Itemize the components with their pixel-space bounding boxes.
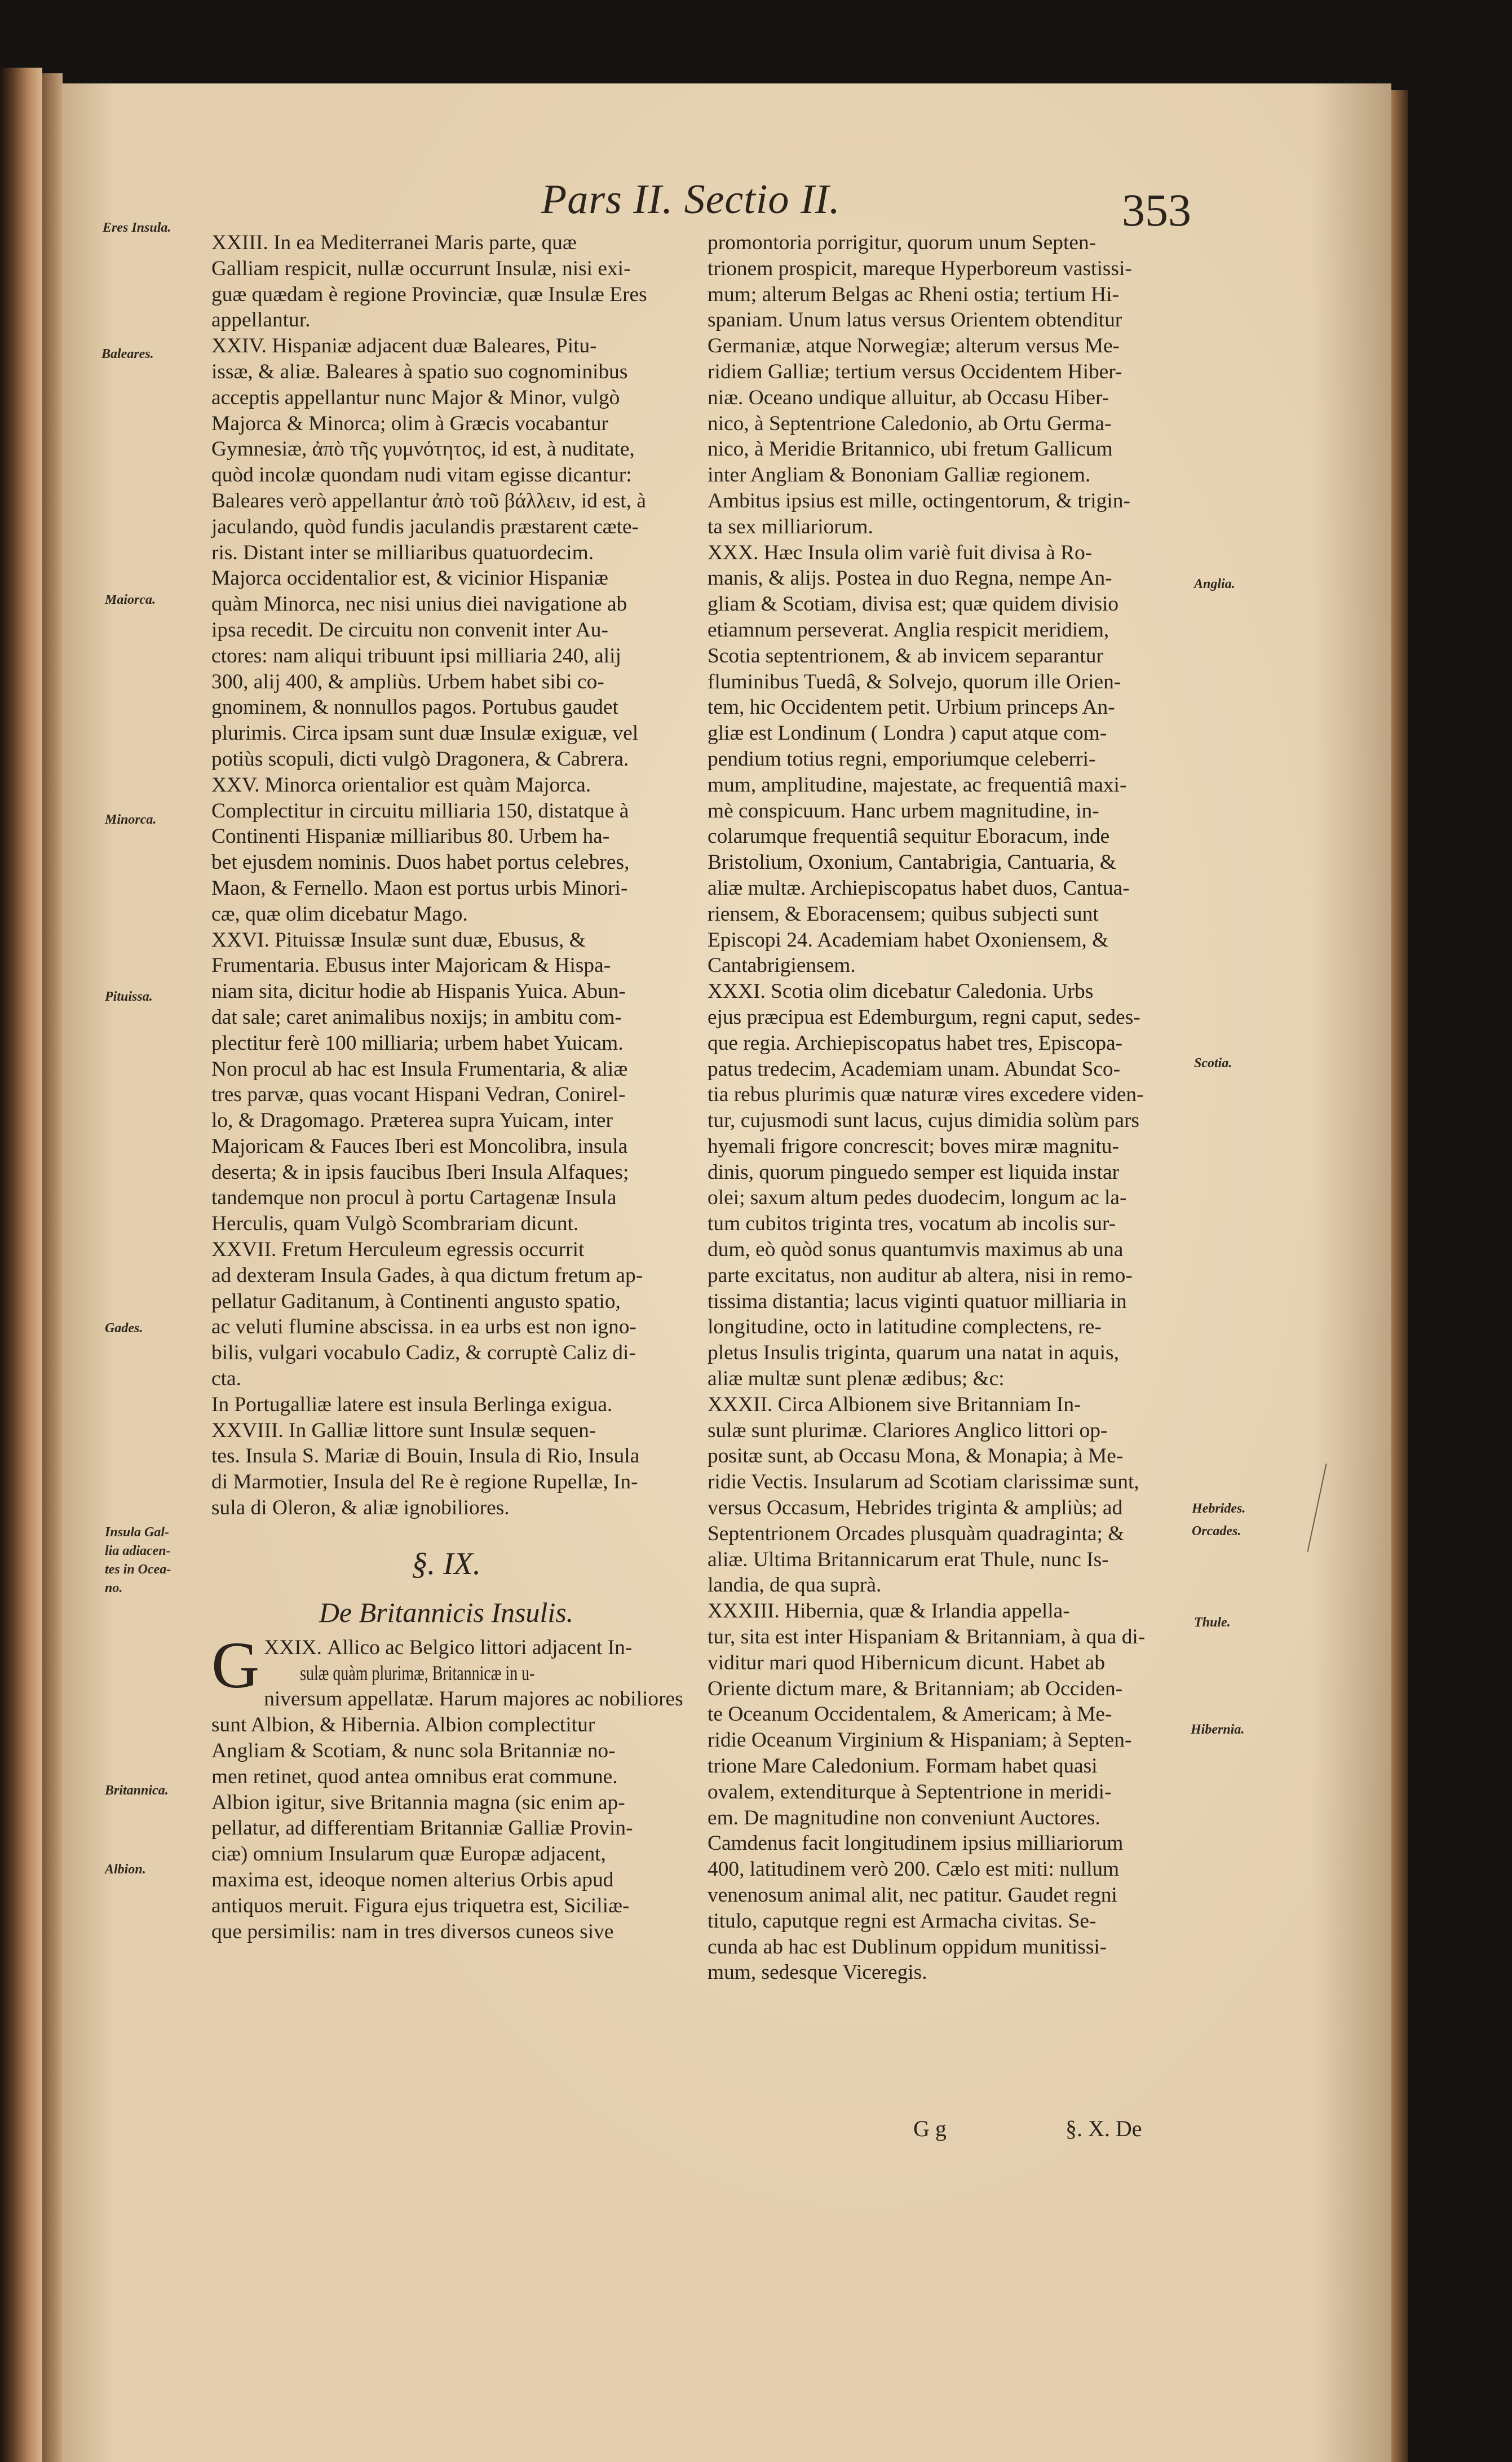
text-line: bet ejusdem nominis. Duos habet portus celebres, (211, 851, 630, 874)
text-line: que persimilis: nam in tres diversos cuneos sive (211, 1920, 614, 1943)
text-line: tissima distantia; lacus viginti quatuor milliaria in (708, 1289, 1127, 1313)
text-line: mum, amplitudine, majestate, ac frequentiâ maxi- (708, 773, 1127, 797)
text-line: promontoria porrigitur, quorum unum Septen- (708, 231, 1097, 254)
text-line: gnominem, & nonnullos pagos. Portubus gaudet (211, 696, 618, 719)
text-line: ovalem, extenditurque à Septentrione in meridi- (708, 1780, 1112, 1804)
paragraph-number: XXIX. (264, 1636, 322, 1659)
text-line: deserta; & in ipsis faucibus Iberi Insula Alfaques; (211, 1160, 629, 1184)
text-line: Galliam respicit, nullæ occurrunt Insulæ, nisi exi- (211, 257, 631, 280)
margin-note-gades: Gades. (105, 1321, 143, 1336)
text-line: Bristolium, Oxonium, Cantabrigia, Cantuaria, & (708, 851, 1116, 874)
text-line: longitudine, octo in latitudine complectens, re- (708, 1315, 1102, 1339)
text-line: Majoricam & Fauces Iberi est Moncolibra, insula (211, 1134, 628, 1158)
text-line: Albion igitur, sive Britannia magna (sic enim ap- (211, 1791, 625, 1814)
text-line: niversum appellatæ. Harum majores ac nobiliores (264, 1687, 683, 1711)
drop-cap: G (211, 1628, 260, 1702)
margin-note-britannica: Britannica. (105, 1783, 169, 1798)
text-line: bilis, vulgari vocabulo Cadiz, & corruptè Caliz di- (211, 1341, 636, 1365)
text-line: nico, à Septentrione Caledonio, ab Ortu Germa- (708, 412, 1112, 435)
left-column-lines (211, 230, 681, 1521)
margin-note-scotia: Scotia. (1194, 1056, 1232, 1071)
text-line: tia rebus plurimis quæ naturæ vires excedere viden- (708, 1083, 1144, 1107)
text-line: manis, & alijs. Postea in duo Regna, nempe An- (708, 567, 1112, 590)
text-line: pletus Insulis triginta, quarum una natat in aquis, (708, 1341, 1120, 1365)
text-line: parte excitatus, non auditur ab altera, nisi in remo- (708, 1263, 1133, 1287)
text-line: niam sita, dicitur hodie ab Hispanis Yuica. Abun- (211, 980, 626, 1004)
text-line: Complectitur in circuitu milliaria 150, distatque à (211, 799, 629, 823)
text-line: Maon, & Fernello. Maon est portus urbis Minori- (211, 876, 628, 900)
text-line: Gymnesiæ, ἀπὸ τῆς γυμνότητος, id est, à nuditate, (211, 437, 635, 461)
text-line: acceptis appellantur nunc Major & Minor, vulgò (211, 386, 620, 409)
text-line: viditur mari quod Hibernicum dicunt. Habet ab (708, 1651, 1106, 1674)
text-line: mè conspicuum. Hanc urbem magnitudine, in- (708, 799, 1099, 823)
right-text-column (708, 230, 1178, 1986)
text-line: cæ, quæ olim dicebatur Mago. (211, 902, 468, 926)
text-line: XXIV. Hispaniæ adjacent duæ Baleares, Pitu- (211, 334, 597, 358)
text-line: In Portugalliæ latere est insula Berlinga exigua. (211, 1393, 613, 1416)
text-line: ad dexteram Insula Gades, à qua dictum fretum ap- (211, 1263, 643, 1287)
margin-note-hebrides: Hebrides. (1192, 1501, 1246, 1516)
text-line: Ambitus ipsius est mille, octingentorum, & trigin- (708, 489, 1130, 512)
text-line: colarumque frequentiâ sequitur Eboracum, inde (708, 825, 1110, 848)
margin-note-baleares: Baleares. (101, 347, 154, 361)
text-line: nico, à Meridie Britannico, ubi fretum Gallicum (708, 437, 1113, 461)
margin-note-anglia: Anglia. (1194, 577, 1235, 591)
text-line: 300, alij 400, & ampliùs. Urbem habet sibi co- (211, 670, 604, 693)
text-line: XXVI. Pituissæ Insulæ sunt duæ, Ebusus, & (211, 928, 586, 952)
text-line: spaniam. Unum latus versus Orientem obtenditur (708, 308, 1122, 332)
text-line: 400, latitudinem verò 200. Cælo est miti: nullum (708, 1858, 1120, 1881)
text-line: aliæ multæ. Archiepiscopatus habet duos, Cantua- (708, 876, 1130, 900)
margin-note-albion: Albion. (105, 1862, 146, 1877)
text-line: gliam & Scotiam, divisa est; quæ quidem divisio (708, 593, 1119, 616)
text-line: tandemque non procul à portu Cartagenæ Insula (211, 1186, 617, 1210)
text-line: Non procul ab hac est Insula Frumentaria, & aliæ (211, 1057, 628, 1081)
text-line: XXVIII. In Galliæ littore sunt Insulæ sequen- (211, 1418, 596, 1442)
chapter-title: De Britannicis Insulis. (319, 1596, 574, 1628)
text-line: Oriente dictum mare, & Britanniam; ab Occiden- (708, 1677, 1123, 1700)
britannia-remaining-lines (211, 1686, 681, 1944)
text-line: Angliam & Scotiam, & nunc sola Britanniæ no- (211, 1739, 616, 1763)
text-line: ridie Vectis. Insularum ad Scotiam clarissimæ sunt, (708, 1470, 1139, 1494)
right-column-lines (708, 230, 1178, 1986)
margin-note-minorca: Minorca. (105, 812, 157, 827)
page-number: 353 (1122, 184, 1191, 236)
britannia-line: sulæ quàm plurimæ, Britannicæ in u- (300, 1661, 535, 1685)
left-text-column (211, 230, 681, 1944)
text-line: fluminibus Tuedâ, & Solvejo, quorum ille Orien- (708, 670, 1121, 693)
text-line: Septentrionem Orcades plusquàm quadraginta; & (708, 1522, 1125, 1545)
text-line: XXVII. Fretum Herculeum egressis occurrit (211, 1238, 585, 1262)
text-line: maxima est, ideoque nomen alterius Orbis apud (211, 1868, 614, 1892)
section-heading: §. IX. (412, 1546, 481, 1581)
text-line: potiùs scopuli, dicti vulgò Dragonera, & Cabrera. (211, 747, 629, 771)
text-line: inter Angliam & Bononiam Galliæ regionem. (708, 463, 1091, 487)
text-line: plurimis. Circa ipsam sunt duæ Insulæ exiguæ, vel (211, 722, 639, 745)
margin-note-gallia-4: no. (105, 1581, 123, 1595)
margin-note-pituissa: Pituissa. (105, 989, 153, 1004)
text-line: tres parvæ, quas vocant Hispani Vedran, Conirel- (211, 1083, 626, 1107)
margin-note-eres: Eres Insula. (103, 220, 171, 235)
signature-mark: G g (913, 2116, 947, 2141)
margin-note-gallia-1: Insula Gal- (105, 1525, 170, 1540)
text-line: Frumentaria. Ebusus inter Majoricam & Hispa- (211, 954, 611, 978)
text-line: antiquos meruit. Figura ejus triquetra est, Siciliæ- (211, 1894, 630, 1917)
text-line: ctores: nam aliqui tribuunt ipsi milliaria 240, alij (211, 644, 621, 668)
text-line: sula di Oleron, & aliæ ignobiliores. (211, 1496, 510, 1520)
text-line: ridiem Galliæ; tertium versus Occidentem Hiber- (708, 360, 1122, 383)
text-line: Majorca occidentalior est, & vicinior Hispaniæ (211, 567, 608, 590)
text-line: Camdenus facit longitudinem ipsius milliariorum (708, 1832, 1124, 1855)
text-line: cunda ab hac est Dublinum oppidum munitissi- (708, 1935, 1107, 1959)
text-line: Cantabrigiensem. (708, 954, 856, 978)
page-fore-edge (1391, 90, 1408, 2462)
text-line: ejus præcipua est Edemburgum, regni caput, sedes- (708, 1005, 1140, 1029)
text-line: titulo, caputque regni est Armacha civitas. Se- (708, 1909, 1097, 1933)
text-line: XXXI. Scotia olim dicebatur Caledonia. Urbs (708, 980, 1094, 1004)
text-line: XXXIII. Hibernia, quæ & Irlandia appella- (708, 1599, 1070, 1623)
text-line: dat sale; caret animalibus noxijs; in ambitu com- (211, 1005, 622, 1029)
text-line: Herculis, quam Vulgò Scombrariam dicunt. (211, 1212, 579, 1236)
margin-note-hibernia: Hibernia. (1191, 1722, 1245, 1737)
text-line: XXX. Hæc Insula olim variè fuit divisa à Ro- (708, 541, 1093, 564)
text-line: tum cubitos triginta tres, vocatum ab incolis sur- (708, 1212, 1116, 1236)
text-line: XXIII. In ea Mediterranei Maris parte, quæ (211, 231, 577, 254)
text-line: gliæ est Londinum ( Londra ) caput atque com- (708, 722, 1107, 745)
text-line: tur, sita est inter Hispaniam & Britanniam, à qua di- (708, 1625, 1146, 1649)
margin-note-maiorca: Maiorca. (105, 593, 156, 607)
text-line: plectitur ferè 100 milliaria; urbem habet Yuicam. (211, 1031, 624, 1055)
text-line: tes. Insula S. Mariæ di Bouin, Insula di Rio, Insula (211, 1444, 640, 1468)
text-line: positæ sunt, ab Occasu Mona, & Monapia; à Me- (708, 1444, 1124, 1468)
text-line: em. De magnitudine non conveniunt Auctores. (708, 1806, 1100, 1829)
text-line: mum; alterum Belgas ac Rheni ostia; tertium Hi- (708, 282, 1119, 306)
text-line: di Marmotier, Insula del Re è regione Rupellæ, In- (211, 1470, 638, 1494)
text-line: mum, sedesque Viceregis. (708, 1961, 927, 1984)
text-line: appellantur. (211, 308, 311, 332)
text-line: Episcopi 24. Academiam habet Oxoniensem, & (708, 928, 1109, 952)
text-line: Continenti Hispaniæ milliaribus 80. Urbem ha- (211, 825, 610, 848)
text-line: trione Mare Caledonium. Formam habet quasi (708, 1754, 1098, 1778)
text-line: pellatur Gaditanum, à Continenti angusto spatio, (211, 1289, 621, 1313)
text-line: Majorca & Minorca; olim à Græcis vocabantur (211, 412, 608, 435)
book-gutter (42, 73, 63, 2462)
margin-note-gallia-2: lia adiacen- (105, 1544, 171, 1558)
text-line: Scotia septentrionem, & ab invicem separantur (708, 644, 1103, 668)
text-line: trionem prospicit, mareque Hyperboreum vastissi- (708, 257, 1132, 280)
text-line: aliæ. Ultima Britannicarum erat Thule, nunc Is- (708, 1548, 1109, 1571)
text-line: olei; saxum altum pedes duodecim, longum ac la- (708, 1186, 1127, 1210)
text-line: ciæ) omnium Insularum quæ Europæ adjacent, (211, 1842, 606, 1866)
facing-page-edge (0, 68, 42, 2462)
text-line: ridie Oceanum Virginium & Hispaniam; à Septen- (708, 1729, 1132, 1752)
text-line: etiamnum perseverat. Anglia respicit meridiem, (708, 618, 1109, 642)
text-line: Baleares verò appellantur ἀπὸ τοῦ βάλλειν, id est, à (211, 489, 646, 512)
running-title: Pars II. Sectio II. (541, 176, 841, 223)
margin-note-gallia-3: tes in Ocea- (105, 1562, 171, 1577)
text-line: jaculando, quòd fundis jaculandis præstarent cæte- (211, 515, 639, 538)
text-line: pendium totius regni, emporiumque celeberri- (708, 747, 1096, 771)
text-line: niæ. Oceano undique alluitur, ab Occasu Hiber- (708, 386, 1109, 409)
text-line: sunt Albion, & Hibernia. Albion complectitur (211, 1713, 595, 1737)
catchword: §. X. De (1066, 2116, 1142, 2141)
text-line: venenosum animal alit, nec patitur. Gaudet regni (708, 1884, 1117, 1907)
text-line: Germaniæ, atque Norwegiæ; alterum versus Me- (708, 334, 1120, 358)
text-line: tem, hic Occidentem petit. Urbium princeps An- (708, 696, 1115, 719)
text-line: que regia. Archiepiscopatus habet tres, Episcopa- (708, 1031, 1123, 1055)
text-line: men retinet, quod antea omnibus erat commune. (211, 1765, 618, 1788)
text-line: ipsa recedit. De circuitu non convenit inter Au- (211, 618, 608, 642)
text-line: aliæ multæ sunt plenæ ædibus; &c: (708, 1367, 1005, 1391)
text-line: tur, cujusmodi sunt lacus, cujus dimidia solùm pars (708, 1109, 1139, 1133)
text-line: XXXII. Circa Albionem sive Britanniam In- (708, 1393, 1081, 1416)
text-line: guæ quædam è regione Provinciæ, quæ Insulæ Eres (211, 282, 647, 306)
text-line: ta sex milliariorum. (708, 515, 873, 538)
text-line: sulæ sunt plurimæ. Clariores Anglico littori op- (708, 1418, 1108, 1442)
text-line: XXV. Minorca orientalior est quàm Majorca. (211, 773, 591, 797)
britannia-line: Allico ac Belgico littori adjacent In- (327, 1636, 633, 1659)
text-line: cta. (211, 1367, 241, 1391)
text-line: ris. Distant inter se milliaribus quatuordecim. (211, 541, 594, 564)
text-line: dinis, quorum pinguedo semper est liquida instar (708, 1160, 1120, 1184)
text-line: quàm Minorca, nec nisi unius diei navigatione ab (211, 593, 627, 616)
text-line: hyemali frigore concrescit; boves miræ magnitu- (708, 1134, 1119, 1158)
text-line: riensem, & Eboracensem; quibus subjecti sunt (708, 902, 1099, 926)
text-line: te Oceanum Occidentalem, & Americam; à Me- (708, 1703, 1112, 1726)
text-line: quòd incolæ quondam nudi vitam egisse dicantur: (211, 463, 632, 487)
margin-note-orcades: Orcades. (1192, 1524, 1241, 1539)
margin-note-thule: Thule. (1194, 1615, 1231, 1630)
text-line: issæ, & aliæ. Baleares à spatio suo cognominibus (211, 360, 628, 383)
text-line: pellatur, ad differentiam Britanniæ Galliæ Provin- (211, 1816, 633, 1840)
text-line: patus tredecim, Academiam unam. Abundat Sco- (708, 1057, 1121, 1081)
text-line: versus Occasum, Hebrides triginta & ampliùs; ad (708, 1496, 1123, 1520)
text-line: ac veluti flumine abscissa. in ea urbs est non igno- (211, 1315, 636, 1339)
text-line: dum, eò quòd sonus quantumvis maximus ab una (708, 1238, 1124, 1262)
britannia-paragraph (211, 1628, 683, 1945)
text-line: lo, & Dragomago. Præterea supra Yuicam, inter (211, 1109, 613, 1133)
text-line: landia, de qua suprà. (708, 1573, 882, 1597)
